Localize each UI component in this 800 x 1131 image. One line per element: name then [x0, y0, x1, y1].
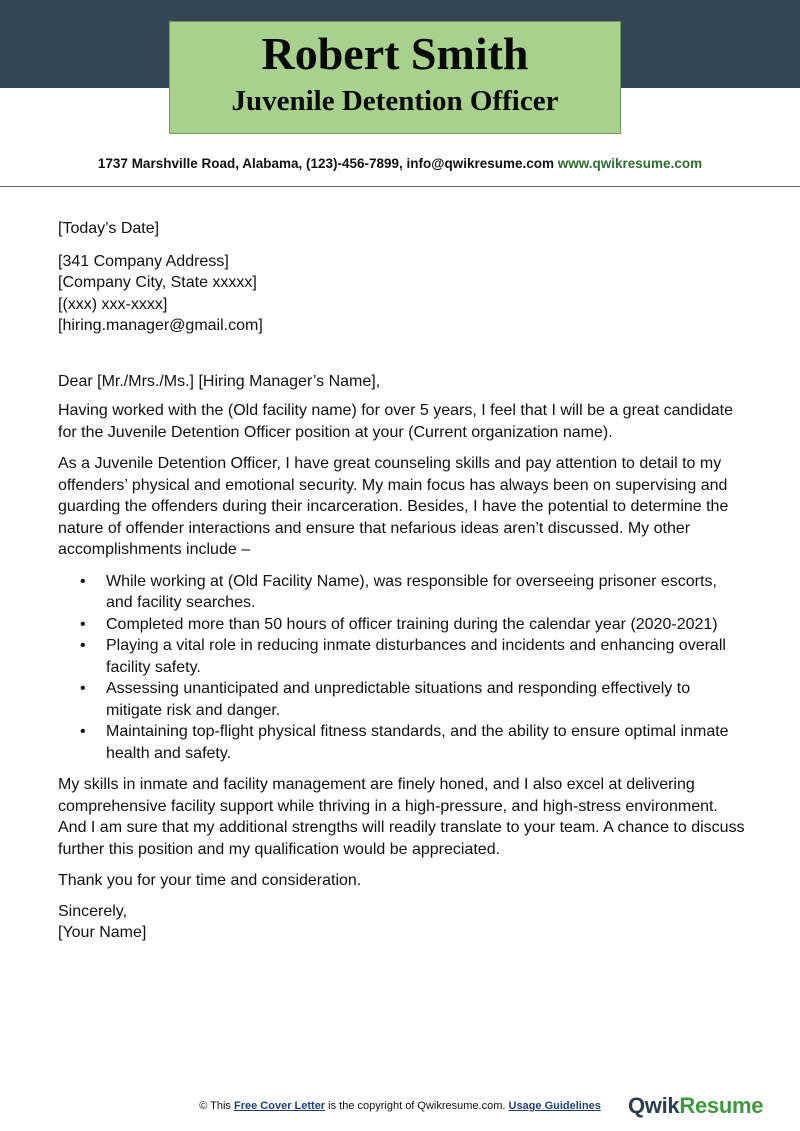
free-cover-letter-link[interactable]: Free Cover Letter [234, 1100, 326, 1112]
list-item: • Playing a vital role in reducing inmate disturbances and incidents and enhancing overall facility safety. [106, 635, 748, 678]
footer-prefix: © This [199, 1100, 234, 1112]
salutation: Dear [Mr./Mrs./Ms.] [Hiring Manager’s Name], [58, 372, 381, 390]
contact-details: 1737 Marshville Road, Alabama, (123)-456-7899, info@qwikresume.com [97, 156, 555, 171]
address-line: [Company City, State xxxxx] [58, 274, 257, 291]
letter-date: [Today’s Date] [58, 220, 160, 237]
list-item: • Assessing unanticipated and unpredictable situations and responding effectively to mitigate risk and danger. [106, 678, 748, 721]
recipient-address [58, 251, 748, 337]
closing-paragraph: My skills in inmate and facility management are finely honed, and I also excel at delivering comprehensive facility support while thriving in a high-pressure, and high-stress environment. And I am sure that my additional strengths will readily translate to your team. A chance to discuss further this position and my qualification would be appreciated. [58, 776, 745, 858]
signoff: Sincerely, [58, 902, 128, 920]
qwikresume-logo [628, 1093, 763, 1119]
address-line: [341 Company Address] [58, 252, 229, 270]
candidate-name: Robert Smith [261, 28, 529, 79]
achievements-list [58, 571, 748, 765]
logo-resume: Resume [679, 1093, 764, 1118]
address-line: [(xxx) xxx-xxxx] [58, 295, 168, 313]
header-divider [0, 186, 800, 187]
name-banner [169, 21, 621, 134]
address-line: [hiring.manager@gmail.com] [58, 317, 263, 334]
list-item: • Maintaining top-flight physical fitness standards, and the ability to ensure optimal inmate health and safety. [106, 721, 748, 764]
job-title: Juvenile Detention Officer [231, 85, 559, 117]
intro-paragraph: Having worked with the (Old facility name) for over 5 years, I feel that I will be a great candidate for the Juvenile Detention Officer position at your (Current organization name). [58, 402, 733, 441]
logo-qwik: Qwik [628, 1093, 680, 1118]
usage-guidelines-link[interactable]: Usage Guidelines [508, 1100, 601, 1112]
footer-middle: is the copyright of Qwikresume.com. [325, 1100, 509, 1112]
contact-line [0, 156, 800, 171]
thanks-line: Thank you for your time and consideration. [58, 872, 362, 889]
signature: [Your Name] [58, 924, 147, 941]
list-item: • Completed more than 50 hours of officer training during the calendar year (2020-2021) [106, 614, 748, 636]
body-paragraph: As a Juvenile Detention Officer, I have great counseling skills and pay attention to detail to my offenders’ physical and emotional security. My main focus has always been on supervising and guarding the offenders during their incarceration. Besides, I have the potential to determine the nature of offender interactions and ensure that nefarious ideas aren’t discussed. My other accomplishments include – [58, 455, 729, 558]
letter-body [58, 218, 748, 944]
list-item: • While working at (Old Facility Name), was responsible for overseeing prisoner escorts, and facility searches. [106, 571, 748, 614]
website-link[interactable]: www.qwikresume.com [557, 156, 703, 171]
